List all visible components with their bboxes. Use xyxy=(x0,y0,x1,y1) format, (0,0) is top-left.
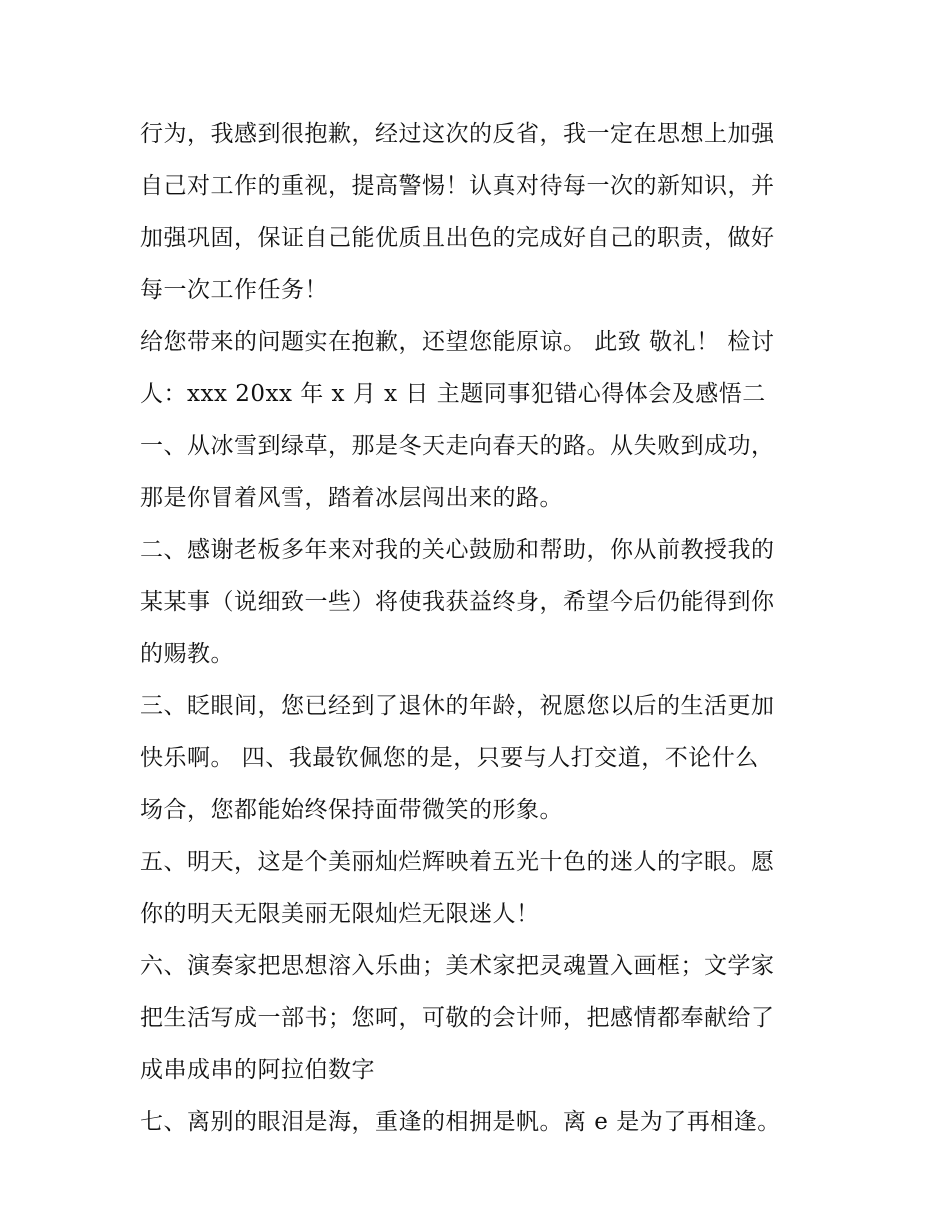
text-line: 那是你冒着风雪，踏着冰层闯出来的路。 xyxy=(140,485,563,511)
text-line: 某某事（说细致一些）将使我获益终身，希望今后仍能得到你 xyxy=(140,589,775,615)
text-line: 五、明天，这是个美丽灿烂辉映着五光十色的迷人的字眼。愿 xyxy=(140,849,775,875)
text-line: 快乐啊。 四、我最钦佩您的是，只要与人打交道，不论什么 xyxy=(140,745,759,771)
text-line: 场合，您都能始终保持面带微笑的形象。 xyxy=(140,797,563,823)
text-line: 给您带来的问题实在抱歉，还望您能原谅。 此致 敬礼！ 检讨 xyxy=(140,329,775,355)
text-line: 七、离别的眼泪是海，重逢的相拥是帆。离 e 是为了再相逢。 xyxy=(140,1109,781,1135)
text-line: 把生活写成一部书；您呵，可敬的会计师，把感情都奉献给了 xyxy=(140,1005,775,1031)
text-line: 人：xxx 20xx 年 x 月 x 日 主题同事犯错心得体会及感悟二 xyxy=(140,381,766,407)
text-line: 自己对工作的重视，提高警惕！认真对待每一次的新知识，并 xyxy=(140,173,775,199)
text-line: 六、演奏家把思想溶入乐曲；美术家把灵魂置入画框；文学家 xyxy=(140,953,775,979)
text-line: 你的明天无限美丽无限灿烂无限迷人！ xyxy=(140,901,540,927)
text-line: 的赐教。 xyxy=(140,641,234,667)
text-line: 一、从冰雪到绿草，那是冬天走向春天的路。从失败到成功， xyxy=(140,433,775,459)
text-line: 每一次工作任务！ xyxy=(140,277,328,303)
text-line: 行为，我感到很抱歉，经过这次的反省，我一定在思想上加强 xyxy=(140,121,775,147)
text-line: 二、感谢老板多年来对我的关心鼓励和帮助，你从前教授我的 xyxy=(140,537,775,563)
text-line: 三、眨眼间，您已经到了退休的年龄，祝愿您以后的生活更加 xyxy=(140,693,775,719)
text-line: 加强巩固，保证自己能优质且出色的完成好自己的职责，做好 xyxy=(140,225,775,251)
body-text xyxy=(140,108,820,1148)
text-line: 成串成串的阿拉伯数字 xyxy=(140,1057,375,1083)
